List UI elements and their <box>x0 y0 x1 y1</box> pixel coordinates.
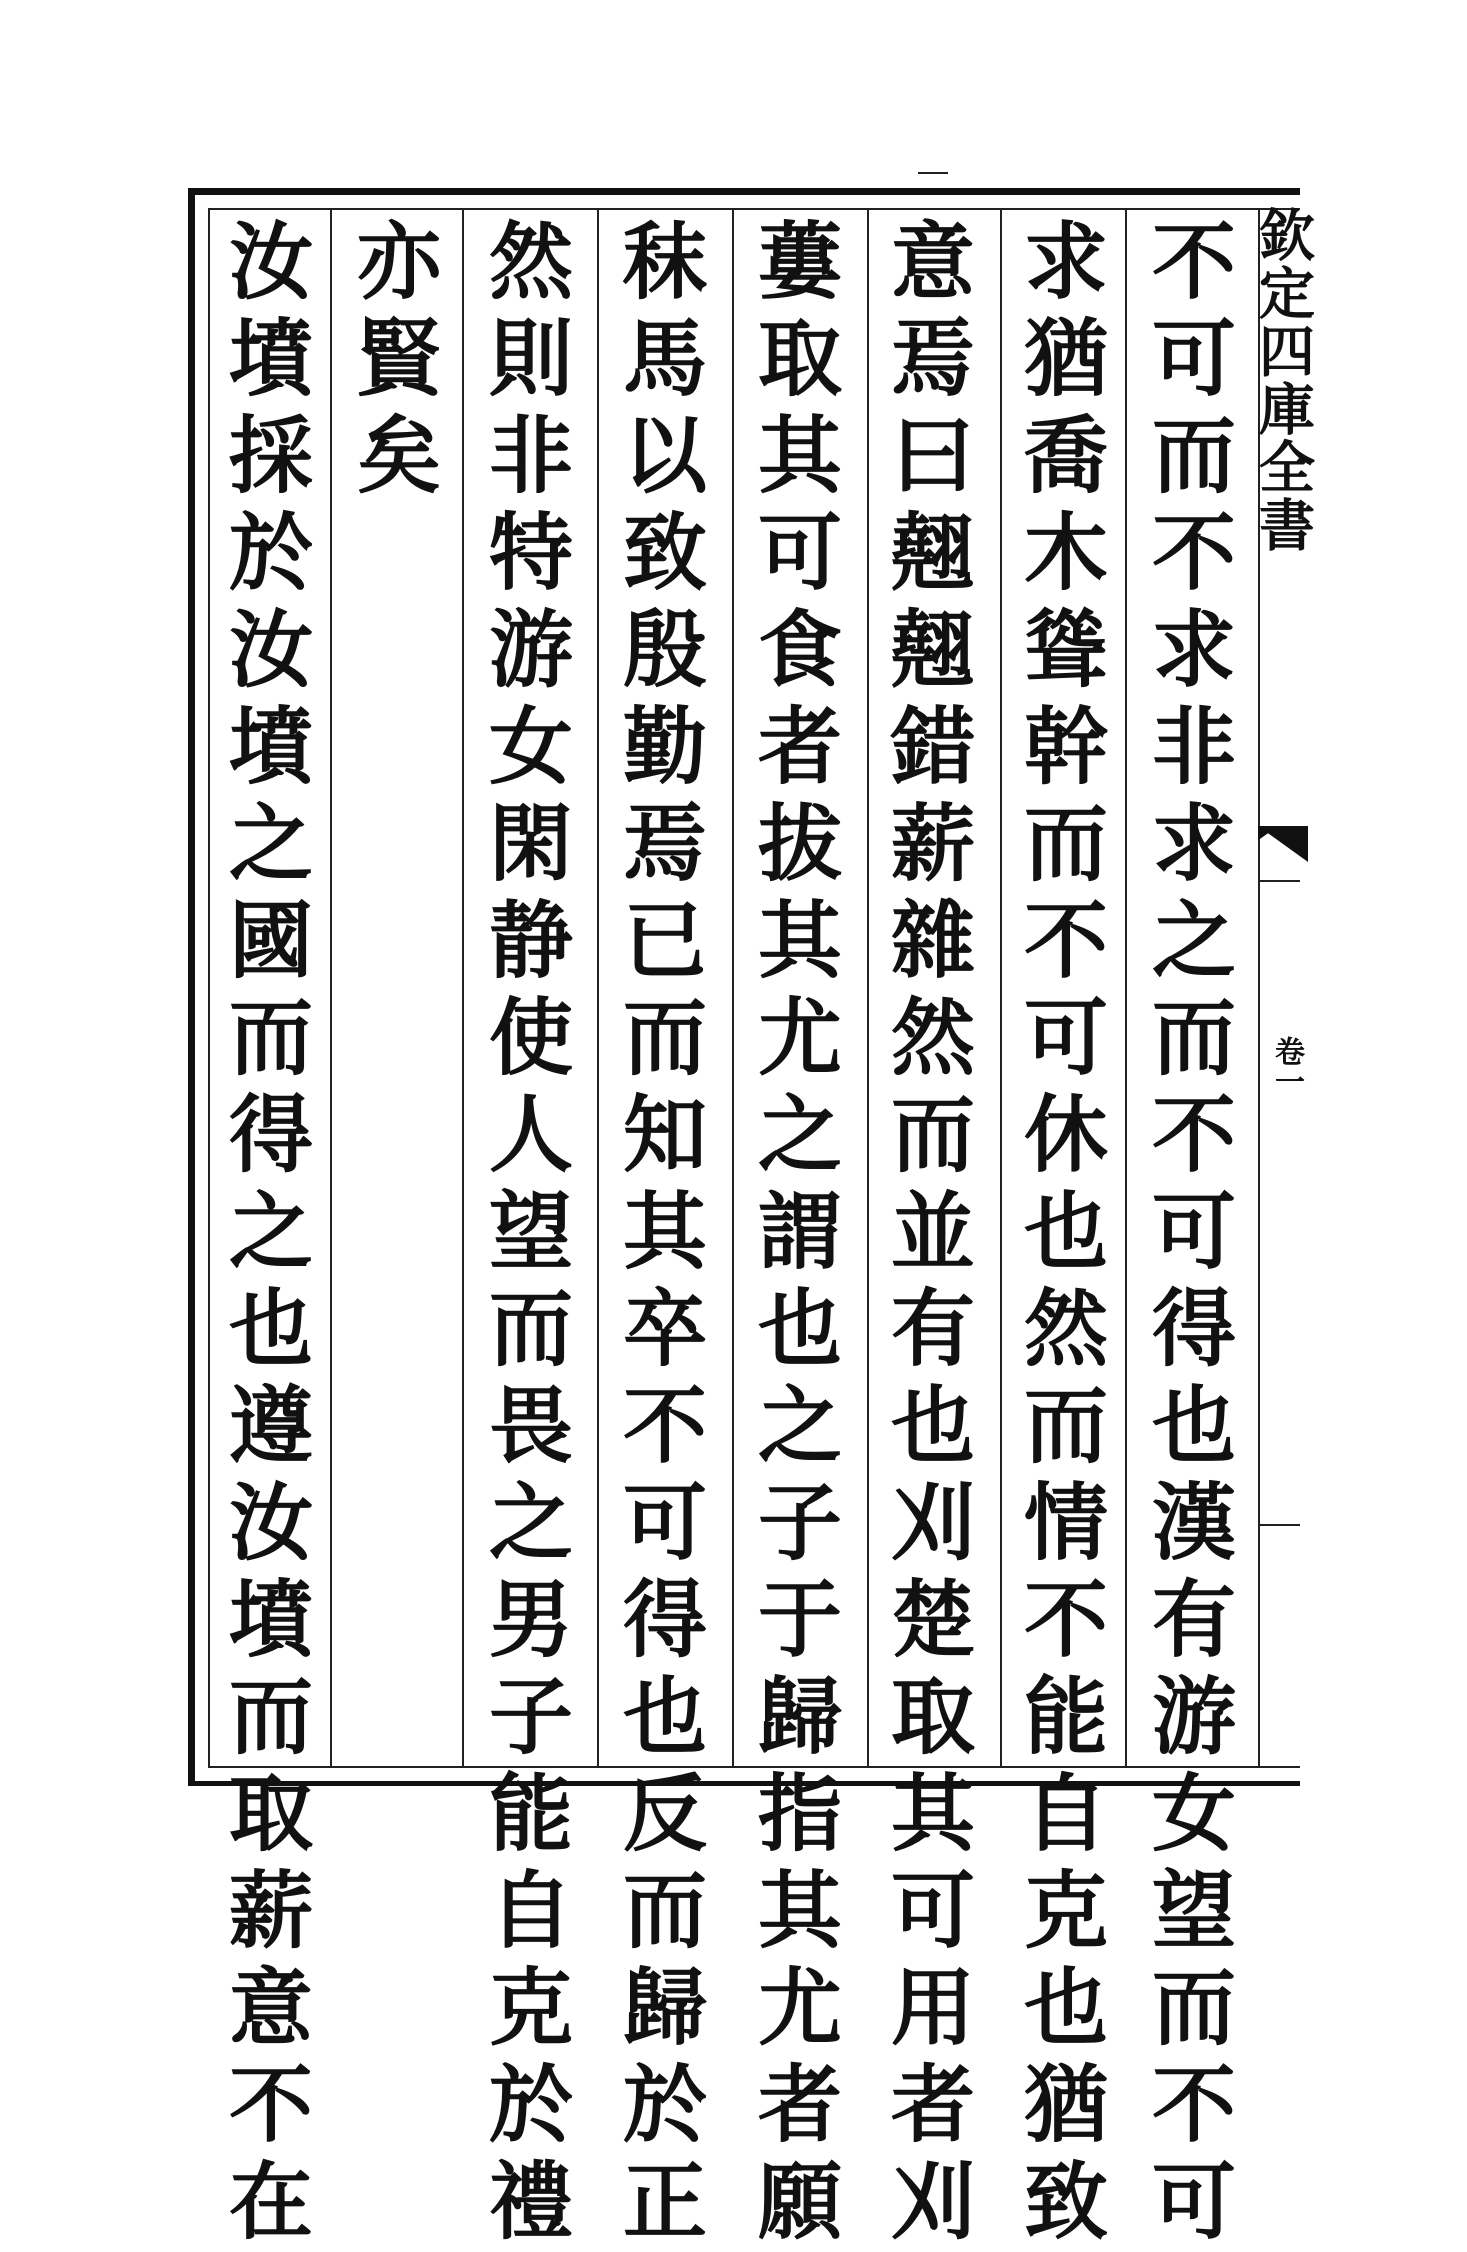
glyph: 也 <box>757 1279 842 1378</box>
glyph: 墳 <box>228 697 313 796</box>
glyph: 其 <box>757 891 842 990</box>
book-title: 欽定四庫全書 <box>1250 206 1316 554</box>
column-text <box>750 212 850 2249</box>
glyph: 也 <box>1023 1958 1108 2057</box>
glyph: 然 <box>1023 1279 1108 1378</box>
glyph: 幹 <box>1023 697 1108 796</box>
column-rule <box>732 210 734 1768</box>
glyph: 閑 <box>488 794 573 893</box>
glyph: 意 <box>890 212 975 311</box>
glyph: 亦 <box>356 212 441 311</box>
glyph: 漢 <box>1151 1473 1236 1572</box>
print-mark <box>918 172 948 174</box>
glyph: 薪 <box>890 794 975 893</box>
glyph: 錯 <box>890 697 975 796</box>
glyph: 之 <box>228 794 313 893</box>
glyph: 遵 <box>228 1376 313 1475</box>
glyph: 不 <box>228 2055 313 2154</box>
glyph: 求 <box>1023 212 1108 311</box>
glyph: 也 <box>890 1376 975 1475</box>
column-rule <box>1000 210 1002 1768</box>
glyph: 楚 <box>890 1570 975 1669</box>
glyph: 汝 <box>228 600 313 699</box>
glyph: 而 <box>1151 406 1236 505</box>
glyph: 薪 <box>228 1861 313 1960</box>
glyph: 翹 <box>890 503 975 602</box>
glyph: 能 <box>1023 1667 1108 1766</box>
page-margin <box>1250 196 1316 1776</box>
glyph: 於 <box>488 2055 573 2154</box>
column-text <box>883 212 983 2249</box>
glyph: 其 <box>622 1182 707 1281</box>
text-column-2 <box>1013 212 1119 2251</box>
glyph: 可 <box>757 503 842 602</box>
glyph: 非 <box>488 406 573 505</box>
glyph: 曰 <box>890 406 975 505</box>
glyph: 者 <box>890 2055 975 2154</box>
glyph: 謂 <box>757 1182 842 1281</box>
glyph: 喬 <box>1023 406 1108 505</box>
glyph: 静 <box>488 891 573 990</box>
glyph: 也 <box>1151 1376 1236 1475</box>
glyph: 刈 <box>890 1473 975 1572</box>
text-column-6 <box>478 212 584 2251</box>
glyph: 可 <box>622 1473 707 1572</box>
column-text <box>1016 212 1116 2249</box>
glyph: 已 <box>622 891 707 990</box>
glyph: 卒 <box>622 1279 707 1378</box>
glyph: 然 <box>890 988 975 1087</box>
glyph: 得 <box>1151 1279 1236 1378</box>
glyph: 可 <box>890 1861 975 1960</box>
glyph: 而 <box>1151 1958 1236 2057</box>
glyph: 國 <box>228 891 313 990</box>
glyph: 而 <box>1023 794 1108 893</box>
glyph: 而 <box>890 1085 975 1184</box>
column-text <box>1144 212 1244 2249</box>
glyph: 非 <box>1151 697 1236 796</box>
glyph: 不 <box>622 1376 707 1475</box>
glyph: 之 <box>228 1182 313 1281</box>
glyph: 致 <box>622 503 707 602</box>
glyph: 游 <box>1151 1667 1236 1766</box>
column-text <box>221 212 321 2249</box>
glyph: 可 <box>1151 1182 1236 1281</box>
glyph: 雜 <box>890 891 975 990</box>
glyph: 也 <box>1023 1182 1108 1281</box>
glyph: 禮 <box>488 2152 573 2251</box>
glyph: 不 <box>1151 503 1236 602</box>
glyph: 而 <box>488 1279 573 1378</box>
glyph: 得 <box>622 1570 707 1669</box>
glyph: 望 <box>488 1182 573 1281</box>
glyph: 馬 <box>622 309 707 408</box>
glyph: 反 <box>622 1764 707 1863</box>
glyph: 之 <box>757 1085 842 1184</box>
glyph: 指 <box>757 1764 842 1863</box>
glyph: 子 <box>757 1473 842 1572</box>
glyph: 不 <box>1151 1085 1236 1184</box>
glyph: 以 <box>622 406 707 505</box>
glyph: 取 <box>228 1764 313 1863</box>
glyph: 致 <box>1023 2152 1108 2251</box>
glyph: 者 <box>757 697 842 796</box>
glyph: 勤 <box>622 697 707 796</box>
glyph: 刈 <box>890 2152 975 2251</box>
glyph: 取 <box>757 309 842 408</box>
glyph: 也 <box>622 1667 707 1766</box>
glyph: 人 <box>488 1085 573 1184</box>
glyph: 於 <box>622 2055 707 2154</box>
glyph: 猶 <box>1023 2055 1108 2154</box>
glyph: 而 <box>228 1667 313 1766</box>
glyph: 其 <box>757 1861 842 1960</box>
column-rule <box>330 210 332 1768</box>
glyph: 而 <box>1023 1376 1108 1475</box>
glyph: 則 <box>488 309 573 408</box>
glyph: 于 <box>757 1570 842 1669</box>
glyph: 克 <box>1023 1861 1108 1960</box>
glyph: 食 <box>757 600 842 699</box>
glyph: 在 <box>228 2152 313 2251</box>
glyph: 賢 <box>356 309 441 408</box>
glyph: 有 <box>1151 1570 1236 1669</box>
glyph: 而 <box>228 988 313 1087</box>
glyph: 特 <box>488 503 573 602</box>
glyph: 焉 <box>890 309 975 408</box>
glyph: 然 <box>488 212 573 311</box>
text-column-4 <box>747 212 853 2251</box>
glyph: 得 <box>228 1085 313 1184</box>
glyph: 之 <box>1151 891 1236 990</box>
text-column-8 <box>218 212 324 2251</box>
glyph: 不 <box>1023 891 1108 990</box>
glyph: 女 <box>488 697 573 796</box>
glyph: 女 <box>1151 1764 1236 1863</box>
glyph: 而 <box>1151 988 1236 1087</box>
glyph: 蔞 <box>757 212 842 311</box>
glyph: 聳 <box>1023 600 1108 699</box>
glyph: 殷 <box>622 600 707 699</box>
glyph: 求 <box>1151 600 1236 699</box>
column-rule <box>1125 210 1127 1768</box>
glyph: 拔 <box>757 794 842 893</box>
glyph: 歸 <box>622 1958 707 2057</box>
glyph: 並 <box>890 1182 975 1281</box>
glyph: 可 <box>1151 2152 1236 2251</box>
text-column-5 <box>612 212 718 2251</box>
glyph: 於 <box>228 503 313 602</box>
glyph: 望 <box>1151 1861 1236 1960</box>
glyph: 採 <box>228 406 313 505</box>
glyph: 游 <box>488 600 573 699</box>
text-column-3 <box>880 212 986 2251</box>
glyph: 自 <box>488 1861 573 1960</box>
print-mark <box>1260 880 1300 882</box>
glyph: 可 <box>1151 309 1236 408</box>
glyph: 而 <box>622 1861 707 1960</box>
glyph: 尤 <box>757 1958 842 2057</box>
glyph: 其 <box>757 406 842 505</box>
glyph: 而 <box>622 988 707 1087</box>
column-rule <box>462 210 464 1768</box>
glyph: 正 <box>622 2152 707 2251</box>
glyph: 之 <box>757 1376 842 1475</box>
glyph: 矣 <box>356 406 441 505</box>
text-column-7 <box>346 212 452 1764</box>
glyph: 其 <box>890 1764 975 1863</box>
glyph: 汝 <box>228 212 313 311</box>
glyph: 焉 <box>622 794 707 893</box>
glyph: 秣 <box>622 212 707 311</box>
glyph: 翹 <box>890 600 975 699</box>
column-rule <box>867 210 869 1768</box>
glyph: 願 <box>757 2152 842 2251</box>
glyph: 取 <box>890 1667 975 1766</box>
glyph: 歸 <box>757 1667 842 1766</box>
glyph: 子 <box>488 1667 573 1766</box>
glyph: 情 <box>1023 1473 1108 1572</box>
glyph: 有 <box>890 1279 975 1378</box>
glyph: 墳 <box>228 309 313 408</box>
glyph: 汝 <box>228 1473 313 1572</box>
glyph: 意 <box>228 1958 313 2057</box>
glyph: 之 <box>488 1473 573 1572</box>
fish-tail-mark <box>1258 826 1308 862</box>
glyph: 克 <box>488 1958 573 2057</box>
glyph: 畏 <box>488 1376 573 1475</box>
glyph: 也 <box>228 1279 313 1378</box>
glyph: 不 <box>1151 2055 1236 2154</box>
glyph: 尤 <box>757 988 842 1087</box>
glyph: 猶 <box>1023 309 1108 408</box>
glyph: 求 <box>1151 794 1236 893</box>
column-text <box>481 212 581 2249</box>
glyph: 知 <box>622 1085 707 1184</box>
glyph: 用 <box>890 1958 975 2057</box>
glyph: 不 <box>1151 212 1236 311</box>
glyph: 能 <box>488 1764 573 1863</box>
glyph: 者 <box>757 2055 842 2154</box>
glyph: 使 <box>488 988 573 1087</box>
glyph: 不 <box>1023 1570 1108 1669</box>
print-mark <box>1260 1524 1300 1526</box>
column-rule <box>597 210 599 1768</box>
text-column-1 <box>1141 212 1247 2251</box>
glyph: 休 <box>1023 1085 1108 1184</box>
volume-label: 卷一 <box>1269 1036 1304 1096</box>
column-text <box>349 212 449 503</box>
glyph: 可 <box>1023 988 1108 1087</box>
glyph: 木 <box>1023 503 1108 602</box>
glyph: 墳 <box>228 1570 313 1669</box>
glyph: 自 <box>1023 1764 1108 1863</box>
column-text <box>615 212 715 2249</box>
glyph: 男 <box>488 1570 573 1669</box>
